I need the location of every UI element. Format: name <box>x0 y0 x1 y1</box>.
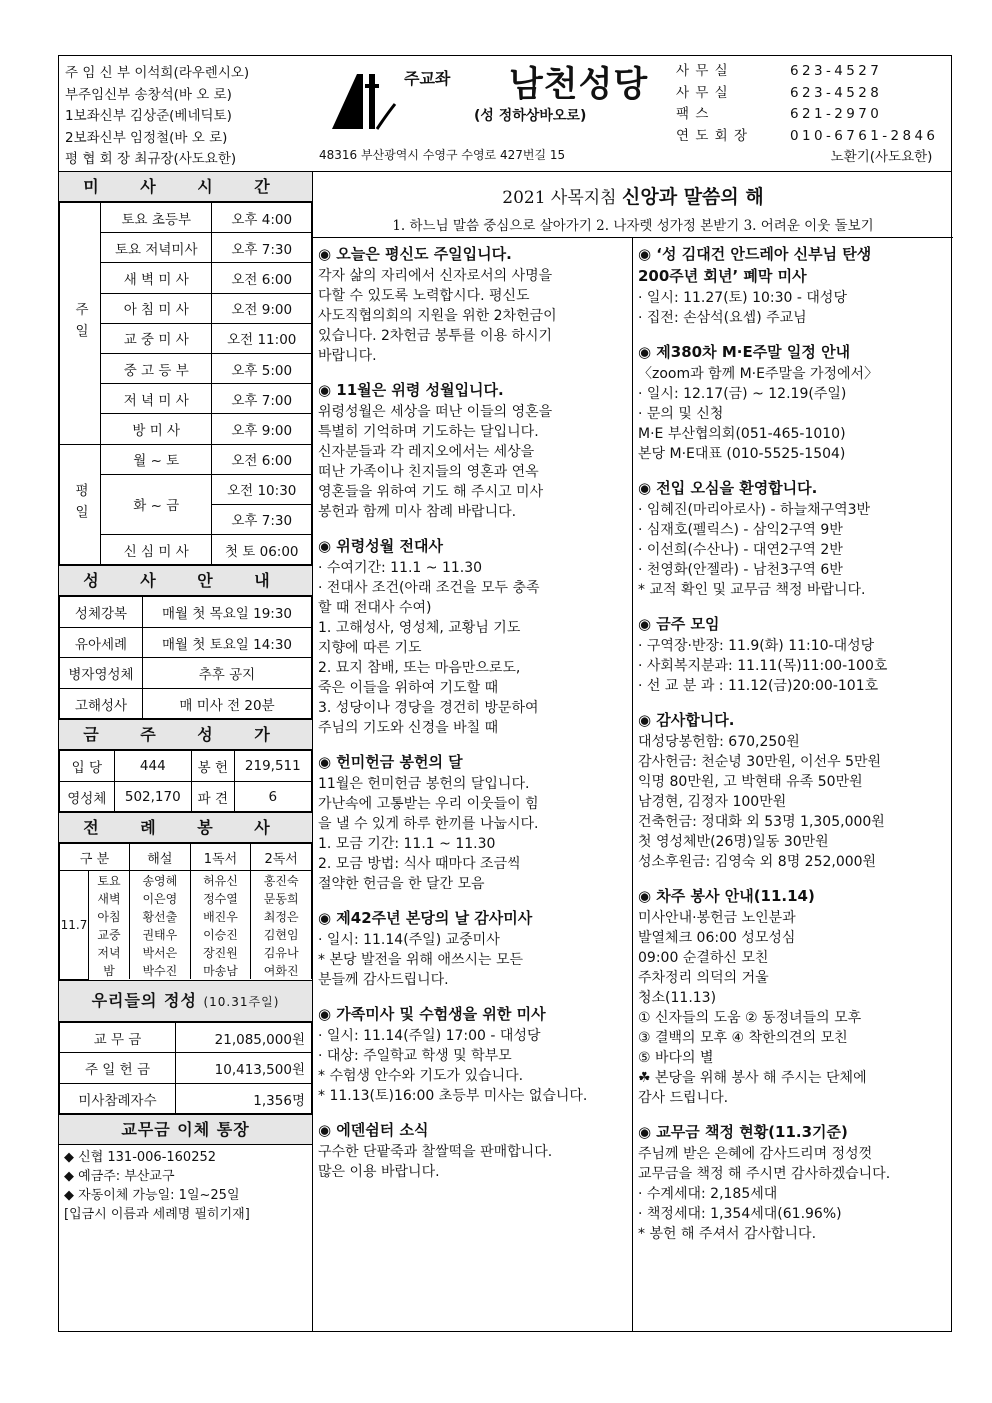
news-line: ☘ 본당을 위해 봉사 해 주시는 단체에 <box>638 1070 867 1086</box>
banner-year: 2021 사목지침 <box>502 188 623 208</box>
news-line: · 수계세대: 2,185세대 <box>638 1186 778 1202</box>
contact-value: 623-4528 <box>790 84 883 101</box>
news-line: · 임혜진(마리아로사) - 하늘채구역3반 <box>638 502 871 518</box>
news-line: 주차정리 의덕의 거울 <box>638 970 769 986</box>
news-item <box>633 342 953 464</box>
church-subtitle: (성 정하상바오로) <box>474 108 587 124</box>
mass-row <box>60 444 312 474</box>
stats-label: 파 견 <box>191 781 234 812</box>
news-line: ③ 결백의 모후 ④ 착한의견의 모친 <box>638 1030 848 1046</box>
sacrament-row <box>60 688 312 719</box>
liturgy-cell: 장진원 <box>190 943 251 961</box>
contact-line <box>676 147 938 169</box>
staff-line: 부주임신부 송창석(바 오 로) <box>65 86 232 103</box>
mass-name: 토요 저녁미사 <box>101 233 212 263</box>
account-line: [입금시 이름과 세례명 필히기재] <box>64 1207 250 1223</box>
mass-time: 오전 6:00 <box>212 263 312 293</box>
liturgy-cell: 김현임 <box>251 925 312 943</box>
news-line: 분들께 감사드립니다. <box>318 972 449 988</box>
news-item <box>313 536 632 738</box>
liturgy-cell: 토요 <box>89 871 130 890</box>
news-line: · 책정세대: 1,354세대(61.96%) <box>638 1206 842 1222</box>
news-line: 2. 묘지 참배, 또는 마음만으로도, <box>318 660 521 676</box>
news-line: 주님의 기도와 신경을 바칠 때 <box>318 720 499 736</box>
news-item <box>633 710 953 872</box>
mass-time: 오후 7:30 <box>212 233 312 263</box>
contact-value: 010-6761-2846 <box>790 127 939 144</box>
news-item <box>313 752 632 894</box>
news-line: * 수험생 안수와 기도가 있습니다. <box>318 1068 524 1084</box>
news-line: 본당 M·E대표 (010-5525-1504) <box>638 446 846 462</box>
liturgy-title: 전 례 봉 사 <box>59 812 312 843</box>
liturgy-header-cell: 1독서 <box>190 844 251 871</box>
news-item <box>633 478 953 600</box>
mass-times-table <box>59 202 312 565</box>
news-line: · 대상: 주일학교 학생 및 학부모 <box>318 1048 512 1064</box>
mass-time: 오전 6:00 <box>212 444 312 474</box>
liturgy-cell: 아침 <box>89 907 130 925</box>
contact-line <box>676 126 938 148</box>
news-line: 남경현, 김정자 100만원 <box>638 794 787 810</box>
liturgy-header <box>60 844 312 871</box>
news-heading: ◉ 차주 봉사 안내(11.14) <box>638 887 815 905</box>
news-line: 절약한 헌금을 한 달간 모음 <box>318 876 485 892</box>
bulletin-frame <box>58 55 952 1332</box>
news-item <box>313 1120 632 1182</box>
news-line: 감사 드립니다. <box>638 1090 729 1106</box>
stats-value: 444 <box>114 751 191 782</box>
news-line: 〈zoom과 함께 M·E주말을 가정에서〉 <box>638 366 879 382</box>
news-line: 을 낼 수 있게 하루 한끼를 나눕시다. <box>318 816 539 832</box>
news-line: 특별히 기억하며 기도하는 달입니다. <box>318 424 539 440</box>
sacrament-name: 병자영성체 <box>60 658 143 689</box>
news-line: 많은 이용 바랍니다. <box>318 1164 440 1180</box>
liturgy-cell: 이승진 <box>190 925 251 943</box>
account-line: ◆ 자동이체 가능일: 1일~25일 <box>64 1188 240 1204</box>
stats-label: 봉 헌 <box>191 751 234 782</box>
contact-label: 팩 스 <box>676 106 710 123</box>
mass-time: 오전 9:00 <box>212 293 312 323</box>
contact-value: 621-2970 <box>790 106 883 123</box>
account-line: ◆ 신협 131-006-160252 <box>64 1150 217 1166</box>
mass-time: 오전 10:30 <box>212 474 312 504</box>
stats-label: 입 당 <box>60 751 115 782</box>
liturgy-cell: 최정은 <box>251 907 312 925</box>
liturgy-header-cell: 구 분 <box>60 844 130 871</box>
address: 48316 부산광역시 수영구 수영로 427번길 15 <box>319 148 566 162</box>
liturgy-cell: 송영혜 <box>130 871 191 890</box>
mass-time: 오후 7:00 <box>212 384 312 414</box>
banner-line1 <box>313 172 953 209</box>
stats-title: 금 주 성 가 <box>59 719 312 750</box>
news-line: 영혼들을 위하여 기도 해 주시고 미사 <box>318 484 544 500</box>
staff-line: 2보좌신부 임정철(바 오 로) <box>65 129 228 146</box>
liturgy-row <box>60 943 312 961</box>
offering-table <box>59 1022 312 1115</box>
liturgy-table <box>59 843 312 980</box>
news-line: 감사헌금: 천순녕 30만원, 이선우 5만원 <box>638 754 882 770</box>
news-line: 1. 모금 기간: 11.1 ~ 11.30 <box>318 836 496 852</box>
stats-value: 502,170 <box>114 781 191 812</box>
banner-theme: 신앙과 말씀의 해 <box>622 186 764 208</box>
news-line: * 교적 확인 및 교무금 책정 바랍니다. <box>638 582 866 598</box>
news-heading: ◉ 위령성월 전대사 <box>318 537 443 555</box>
news-item <box>633 886 953 1108</box>
offering-label: 미사참례자수 <box>60 1083 176 1114</box>
account-line: ◆ 예금주: 부산교구 <box>64 1169 175 1185</box>
liturgy-cell: 여화진 <box>251 961 312 979</box>
news-line: 09:00 순결하신 모친 <box>638 950 769 966</box>
contact-value: 노환기(사도요한) <box>830 149 933 166</box>
news-line: · 천영화(안젤라) - 남천3구역 6반 <box>638 562 843 578</box>
liturgy-cell: 마송남 <box>190 961 251 979</box>
news-line: 발열체크 06:00 성모성심 <box>638 930 796 946</box>
banner-line2: 1. 하느님 말씀 중심으로 살아가기 2. 나자렛 성가정 본받기 3. 어려운 이웃 돌보기 <box>392 218 874 234</box>
offering-value: 1,356명 <box>176 1083 312 1114</box>
news-heading: ◉ 제380차 M·E주말 일정 안내 <box>638 343 851 361</box>
sacrament-row <box>60 627 312 658</box>
sacrament-time: 매 미사 전 20분 <box>143 688 312 719</box>
mass-time: 오후 9:00 <box>212 414 312 444</box>
contacts <box>676 61 938 169</box>
news-line: 바랍니다. <box>318 348 377 364</box>
liturgy-row <box>60 925 312 943</box>
weekday-label: 평일 <box>60 444 101 565</box>
contact-label: 사 무 실 <box>676 84 729 101</box>
mass-name: 중 고 등 부 <box>101 353 212 383</box>
liturgy-cell: 이은영 <box>130 889 191 907</box>
staff-line: 평 협 회 장 최규장(사도요한) <box>65 151 237 168</box>
liturgy-date: 11.7 <box>60 871 89 980</box>
news-line: M·E 부산협의회(051-465-1010) <box>638 426 846 442</box>
news-line: 청소(11.13) <box>638 990 717 1006</box>
mass-name: 신 심 미 사 <box>101 535 212 565</box>
news-item <box>313 244 632 366</box>
news-line: 익명 80만원, 고 박현태 유족 50만원 <box>638 774 863 790</box>
news-line: · 이선희(수산나) - 대연2구역 2반 <box>638 542 843 558</box>
contact-label: 연 도 회 장 <box>676 127 749 144</box>
stats-label: 영성체 <box>60 781 115 812</box>
liturgy-header-cell: 2독서 <box>251 844 312 871</box>
pastoral-banner <box>313 172 953 238</box>
church-name: 남천성당 <box>509 65 649 105</box>
sacrament-row <box>60 658 312 689</box>
news-line: 가난속에 고통받는 우리 이웃들이 힘 <box>318 796 539 812</box>
news-line: * 봉헌 해 주셔서 감사합니다. <box>638 1226 817 1242</box>
news-line: ① 신자들의 도움 ② 동정녀들의 모후 <box>638 1010 862 1026</box>
news-heading: ◉ 11월은 위령 성월입니다. <box>318 381 504 399</box>
news-line: ⑤ 바다의 별 <box>638 1050 714 1066</box>
news-item <box>633 614 953 696</box>
news-heading: ◉ 교무금 책정 현황(11.3기준) <box>638 1123 848 1141</box>
mass-name: 아 침 미 사 <box>101 293 212 323</box>
news-line: 구수한 단팥죽과 찰쌀떡을 판매합니다. <box>318 1144 553 1160</box>
main-content <box>313 172 953 1331</box>
liturgy-header-cell: 해설 <box>130 844 191 871</box>
sacrament-name: 성체강복 <box>60 597 143 628</box>
offering-title <box>59 980 312 1022</box>
offering-date: (10.31주일) <box>203 994 280 1009</box>
mass-time: 오후 5:00 <box>212 353 312 383</box>
news-line: · 문의 및 신청 <box>638 406 724 422</box>
news-heading: ◉ 감사합니다. <box>638 711 735 729</box>
news-line: 봉헌과 함께 미사 참례 바랍니다. <box>318 504 517 520</box>
news-line: 11월은 헌미헌금 봉헌의 달입니다. <box>318 776 530 792</box>
mass-time: 오전 11:00 <box>212 323 312 353</box>
news-line: 할 때 전대사 수여) <box>318 600 432 616</box>
liturgy-cell: 저녁 <box>89 943 130 961</box>
sacrament-time: 매월 첫 목요일 19:30 <box>143 597 312 628</box>
liturgy-cell: 박서은 <box>130 943 191 961</box>
offering-label: 교 무 금 <box>60 1022 176 1053</box>
mass-name: 월 ~ 토 <box>101 444 212 474</box>
news-heading-cont: 200주년 회년’ 폐막 미사 <box>638 267 807 285</box>
sacraments-table <box>59 596 312 719</box>
news-line: · 전대사 조건(아래 조건을 모두 충족 <box>318 580 540 596</box>
stats-row <box>60 751 312 782</box>
news-line: 대성당봉헌함: 670,250원 <box>638 734 800 750</box>
news-line: 떠난 가족이나 친지들의 영혼과 연옥 <box>318 464 539 480</box>
liturgy-row <box>60 871 312 890</box>
news-heading: ◉ 전입 오심을 환영합니다. <box>638 479 818 497</box>
liturgy-cell: 문동희 <box>251 889 312 907</box>
liturgy-cell: 황선출 <box>130 907 191 925</box>
church-logo-icon <box>327 64 397 134</box>
mass-name: 새 벽 미 사 <box>101 263 212 293</box>
stats-value: 6 <box>234 781 311 812</box>
news-line: · 일시: 11.27(토) 10:30 - 대성당 <box>638 290 847 306</box>
news-line: 성소후원금: 김영숙 외 8명 252,000원 <box>638 854 877 870</box>
liturgy-cell: 허유신 <box>190 871 251 890</box>
stats-table <box>59 750 312 812</box>
news-heading: ◉ 오늘은 평신도 주일입니다. <box>318 245 512 263</box>
liturgy-row <box>60 907 312 925</box>
staff-line: 주 임 신 부 이석희(라우렌시오) <box>65 65 250 81</box>
sunday-label: 주일 <box>60 203 101 445</box>
news-line: 다할 수 있도록 노력합시다. 평신도 <box>318 288 530 304</box>
stats-value: 219,511 <box>234 751 311 782</box>
news-line: · 일시: 11.14(주일) 교중미사 <box>318 932 500 948</box>
news-line: · 구역장·반장: 11.9(화) 11:10-대성당 <box>638 638 875 654</box>
sacrament-name: 유아세례 <box>60 627 143 658</box>
news-line: 죽은 이들을 위하여 기도할 때 <box>318 680 499 696</box>
liturgy-row <box>60 889 312 907</box>
news-heading: ◉ 헌미헌금 봉헌의 달 <box>318 753 463 771</box>
news-line: · 일시: 11.14(주일) 17:00 - 대성당 <box>318 1028 541 1044</box>
mass-name: 화 ~ 금 <box>101 474 212 534</box>
offering-row <box>60 1083 312 1114</box>
news-line: 1. 고해성사, 영성체, 교황님 기도 <box>318 620 521 636</box>
contact-label: 사 무 실 <box>676 63 729 79</box>
mass-name: 방 미 사 <box>101 414 212 444</box>
liturgy-cell: 교중 <box>89 925 130 943</box>
news-line: * 11.13(토)16:00 초등부 미사는 없습니다. <box>318 1088 588 1104</box>
news-item <box>313 1004 632 1106</box>
news-line: 2. 모금 방법: 식사 때마다 조금씩 <box>318 856 521 872</box>
offering-row <box>60 1053 312 1084</box>
news-item <box>633 244 953 328</box>
news-line: 사도직협의회의 지원을 위한 2차헌금이 <box>318 308 557 324</box>
liturgy-row <box>60 961 312 979</box>
offering-value: 10,413,500원 <box>176 1053 312 1084</box>
mass-name: 토요 초등부 <box>101 203 212 233</box>
sacrament-row <box>60 597 312 628</box>
sacrament-time: 추후 공지 <box>143 658 312 689</box>
news-line: 신자분들과 각 레지오에서는 세상을 <box>318 444 535 460</box>
sacrament-name: 고해성사 <box>60 688 143 719</box>
account-info <box>59 1145 312 1224</box>
mass-row <box>60 203 312 233</box>
offering-row <box>60 1022 312 1053</box>
offering-label: 주 일 헌 금 <box>60 1053 176 1084</box>
news-heading: ◉ ‘성 김대건 안드레아 신부님 탄생 <box>638 245 872 263</box>
news-heading: ◉ 금주 모임 <box>638 615 720 633</box>
news-line: 있습니다. 2차헌금 봉투를 이용 하시기 <box>318 328 553 344</box>
news-heading: ◉ 가족미사 및 수험생을 위한 미사 <box>318 1005 546 1023</box>
staff-line: 1보좌신부 김상준(베네딕토) <box>65 108 232 125</box>
liturgy-cell: 새벽 <box>89 889 130 907</box>
liturgy-cell: 권태우 <box>130 925 191 943</box>
news-line: · 일시: 12.17(금) ~ 12.19(주일) <box>638 386 847 402</box>
news-line: 위령성월은 세상을 떠난 이들의 영혼을 <box>318 404 553 420</box>
news-item <box>313 380 632 522</box>
mass-name: 저 녁 미 사 <box>101 384 212 414</box>
sacrament-time: 매월 첫 토요일 14:30 <box>143 627 312 658</box>
news-item <box>633 1122 953 1244</box>
mass-time: 첫 토 06:00 <box>212 535 312 565</box>
mass-times-title: 미 사 시 간 <box>59 172 312 202</box>
news-line: * 본당 발전을 위해 애쓰시는 모든 <box>318 952 524 968</box>
news-line: · 선 교 분 과 : 11.12(금)20:00-101호 <box>638 678 879 694</box>
church-prefix: 주교좌 <box>404 69 451 88</box>
news-line: 3. 성당이나 경당을 경건히 방문하여 <box>318 700 539 716</box>
sidebar <box>59 172 313 1331</box>
news-heading: ◉ 제42주년 본당의 날 감사미사 <box>318 909 533 927</box>
liturgy-cell: 홍진숙 <box>251 871 312 890</box>
contact-line <box>676 104 938 126</box>
offering-title-text: 우리들의 정성 <box>91 990 197 1010</box>
right-news-column <box>633 238 953 1331</box>
liturgy-cell: 배진우 <box>190 907 251 925</box>
sacraments-title: 성 사 안 내 <box>59 565 312 596</box>
liturgy-cell: 박수진 <box>130 961 191 979</box>
news-line: 각자 삶의 자리에서 신자로서의 사명을 <box>318 268 553 284</box>
news-line: · 집전: 손삼석(요셉) 주교님 <box>638 310 807 326</box>
news-heading: ◉ 에덴쉼터 소식 <box>318 1121 429 1139</box>
left-news-column <box>313 238 633 1331</box>
offering-value: 21,085,000원 <box>176 1022 312 1053</box>
contact-line <box>676 83 938 105</box>
contact-value: 623-4527 <box>790 63 883 79</box>
liturgy-cell: 김유나 <box>251 943 312 961</box>
news-line: 주님께 받은 은혜에 감사드리며 정성껏 <box>638 1146 873 1162</box>
mass-time: 오후 7:30 <box>212 504 312 534</box>
contact-line <box>676 61 938 83</box>
news-line: 교무금을 책정 해 주시면 감사하겠습니다. <box>638 1166 891 1182</box>
liturgy-cell: 정수열 <box>190 889 251 907</box>
news-line: 건축헌금: 정대화 외 53명 1,305,000원 <box>638 814 885 830</box>
mass-time: 오후 4:00 <box>212 203 312 233</box>
header <box>59 56 951 172</box>
news-line: · 사회복지분과: 11.11(목)11:00-100호 <box>638 658 888 674</box>
news-line: 미사안내·봉헌금 노인분과 <box>638 910 796 926</box>
liturgy-cell: 밤 <box>89 961 130 979</box>
mass-name: 교 중 미 사 <box>101 323 212 353</box>
news-line: 첫 영성체반(26명)일동 30만원 <box>638 834 829 850</box>
news-item <box>313 908 632 990</box>
staff-list <box>65 63 249 171</box>
stats-row <box>60 781 312 812</box>
news-line: · 수여기간: 11.1 ~ 11.30 <box>318 560 483 576</box>
news-line: 지향에 따른 기도 <box>318 640 422 656</box>
account-title: 교무금 이체 통장 <box>59 1114 312 1145</box>
news-line: · 심재호(펠릭스) - 삼익2구역 9반 <box>638 522 843 538</box>
